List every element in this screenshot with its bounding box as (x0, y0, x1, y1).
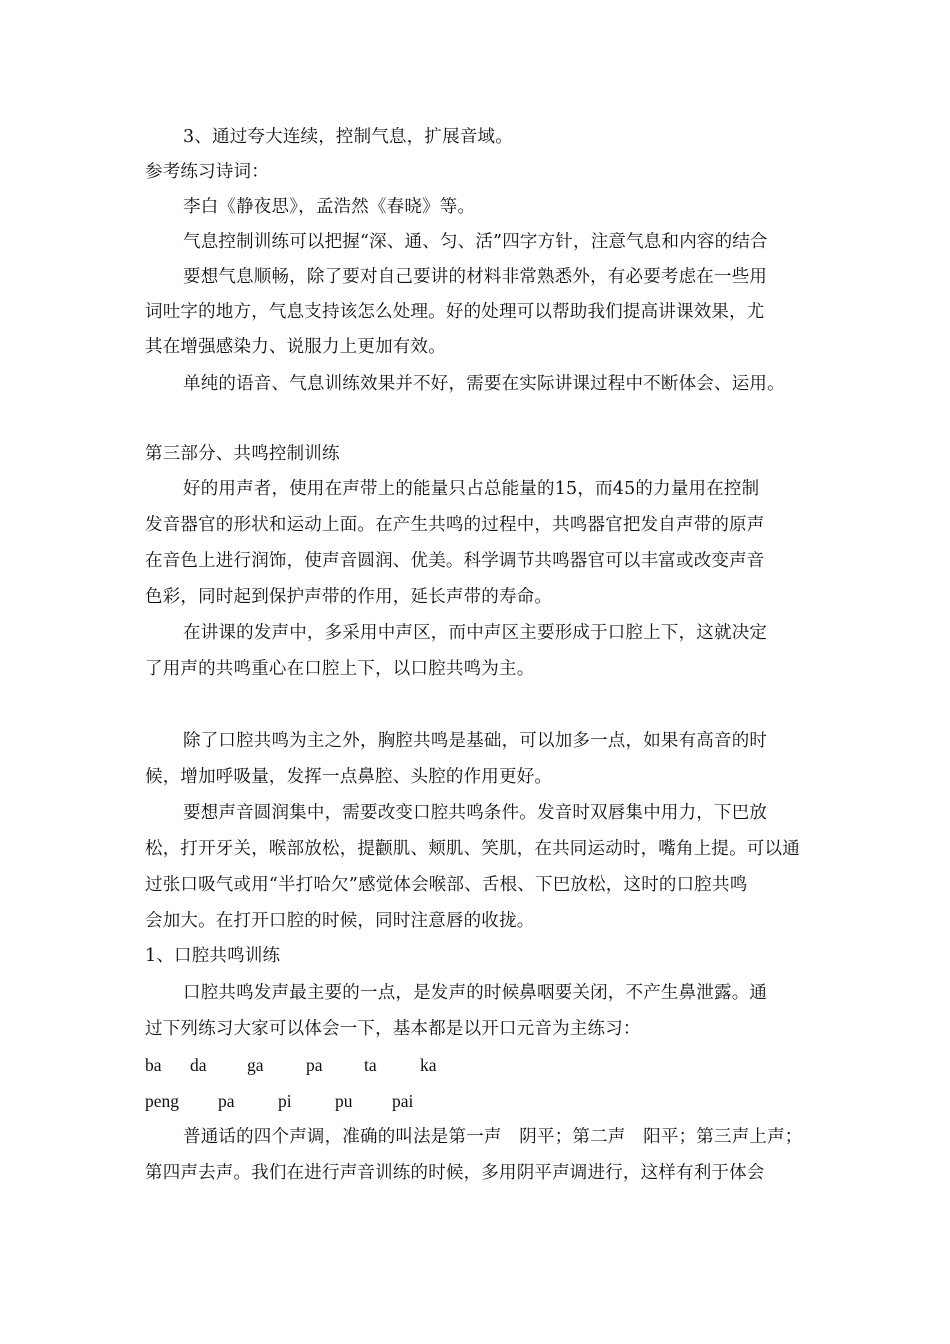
paragraph-line: 要想气息顺畅，除了要对自己要讲的材料非常熟悉外，有必要考虑在一些用 (183, 267, 768, 287)
paragraph-line: 过张口吸气或用“半打哈欠”感觉体会喉部、舌根、下巴放松，这时的口腔共鸣 (145, 875, 748, 895)
syllable: ka (420, 1055, 437, 1075)
syllable: ba (145, 1055, 162, 1075)
paragraph-line: 气息控制训练可以把握“深、通、匀、活”四字方针，注意气息和内容的结合 (183, 232, 768, 252)
paragraph-line: 好的用声者，使用在声带上的能量只占总能量的15，而45的力量用在控制 (183, 479, 760, 499)
list-item-3: 3、通过夸大连续，控制气息，扩展音域。 (183, 127, 513, 147)
paragraph-line: 除了口腔共鸣为主之外，胸腔共鸣是基础，可以加多一点，如果有高音的时 (183, 731, 768, 751)
paragraph-line: 了用声的共鸣重心在口腔上下，以口腔共鸣为主。 (145, 659, 535, 679)
paragraph-line: 松，打开牙关，喉部放松，提颧肌、颊肌、笑肌，在共同运动时，嘴角上提。可以通 (145, 839, 800, 859)
paragraph-line: 发音器官的形状和运动上面。在产生共鸣的过程中，共鸣器官把发自声带的原声 (145, 515, 765, 535)
syllable: da (190, 1055, 207, 1075)
paragraph-line: 词吐字的地方，气息支持该怎么处理。好的处理可以帮助我们提高讲课效果，尤 (145, 302, 765, 322)
syllable: pa (306, 1055, 323, 1075)
paragraph-line: 口腔共鸣发声最主要的一点，是发声的时候鼻咽要关闭，不产生鼻泄露。通 (183, 983, 768, 1003)
paragraph-line: 过下列练习大家可以体会一下，基本都是以开口元音为主练习： (145, 1019, 641, 1039)
syllable: peng (145, 1091, 180, 1111)
subsection-heading: 1、口腔共鸣训练 (145, 946, 281, 966)
paragraph-line: 会加大。在打开口腔的时候，同时注意唇的收拢。 (145, 911, 535, 931)
syllable: pai (392, 1091, 414, 1111)
syllable: pa (218, 1091, 235, 1111)
section-heading: 第三部分、共鸣控制训练 (145, 444, 340, 464)
paragraph-line: 色彩，同时起到保护声带的作用，延长声带的寿命。 (145, 587, 553, 607)
paragraph-line: 在讲课的发声中，多采用中声区，而中声区主要形成于口腔上下，这就决定 (183, 623, 768, 643)
paragraph-line: 李白《静夜思》，孟浩然《春晓》等。 (183, 197, 476, 217)
paragraph-line: 第四声去声。我们在进行声音训练的时候，多用阴平声调进行，这样有利于体会 (145, 1163, 765, 1183)
syllable: ta (364, 1055, 377, 1075)
paragraph-line: 在音色上进行润饰，使声音圆润、优美。科学调节共鸣器官可以丰富或改变声音 (145, 551, 765, 571)
paragraph-line: 单纯的语音、气息训练效果并不好，需要在实际讲课过程中不断体会、运用。 (183, 374, 785, 394)
syllable: ga (247, 1055, 264, 1075)
section-label: 参考练习诗词： (145, 162, 269, 182)
paragraph-line: 要想声音圆润集中，需要改变口腔共鸣条件。发音时双唇集中用力，下巴放 (183, 803, 768, 823)
syllable: pi (278, 1091, 292, 1111)
paragraph-line: 候，增加呼吸量，发挥一点鼻腔、头腔的作用更好。 (145, 767, 553, 787)
paragraph-line: 其在增强感染力、说服力上更加有效。 (145, 337, 446, 357)
syllable: pu (335, 1091, 353, 1111)
paragraph-line: 普通话的四个声调，准确的叫法是第一声 阴平；第二声 阳平；第三声上声； (183, 1127, 803, 1147)
